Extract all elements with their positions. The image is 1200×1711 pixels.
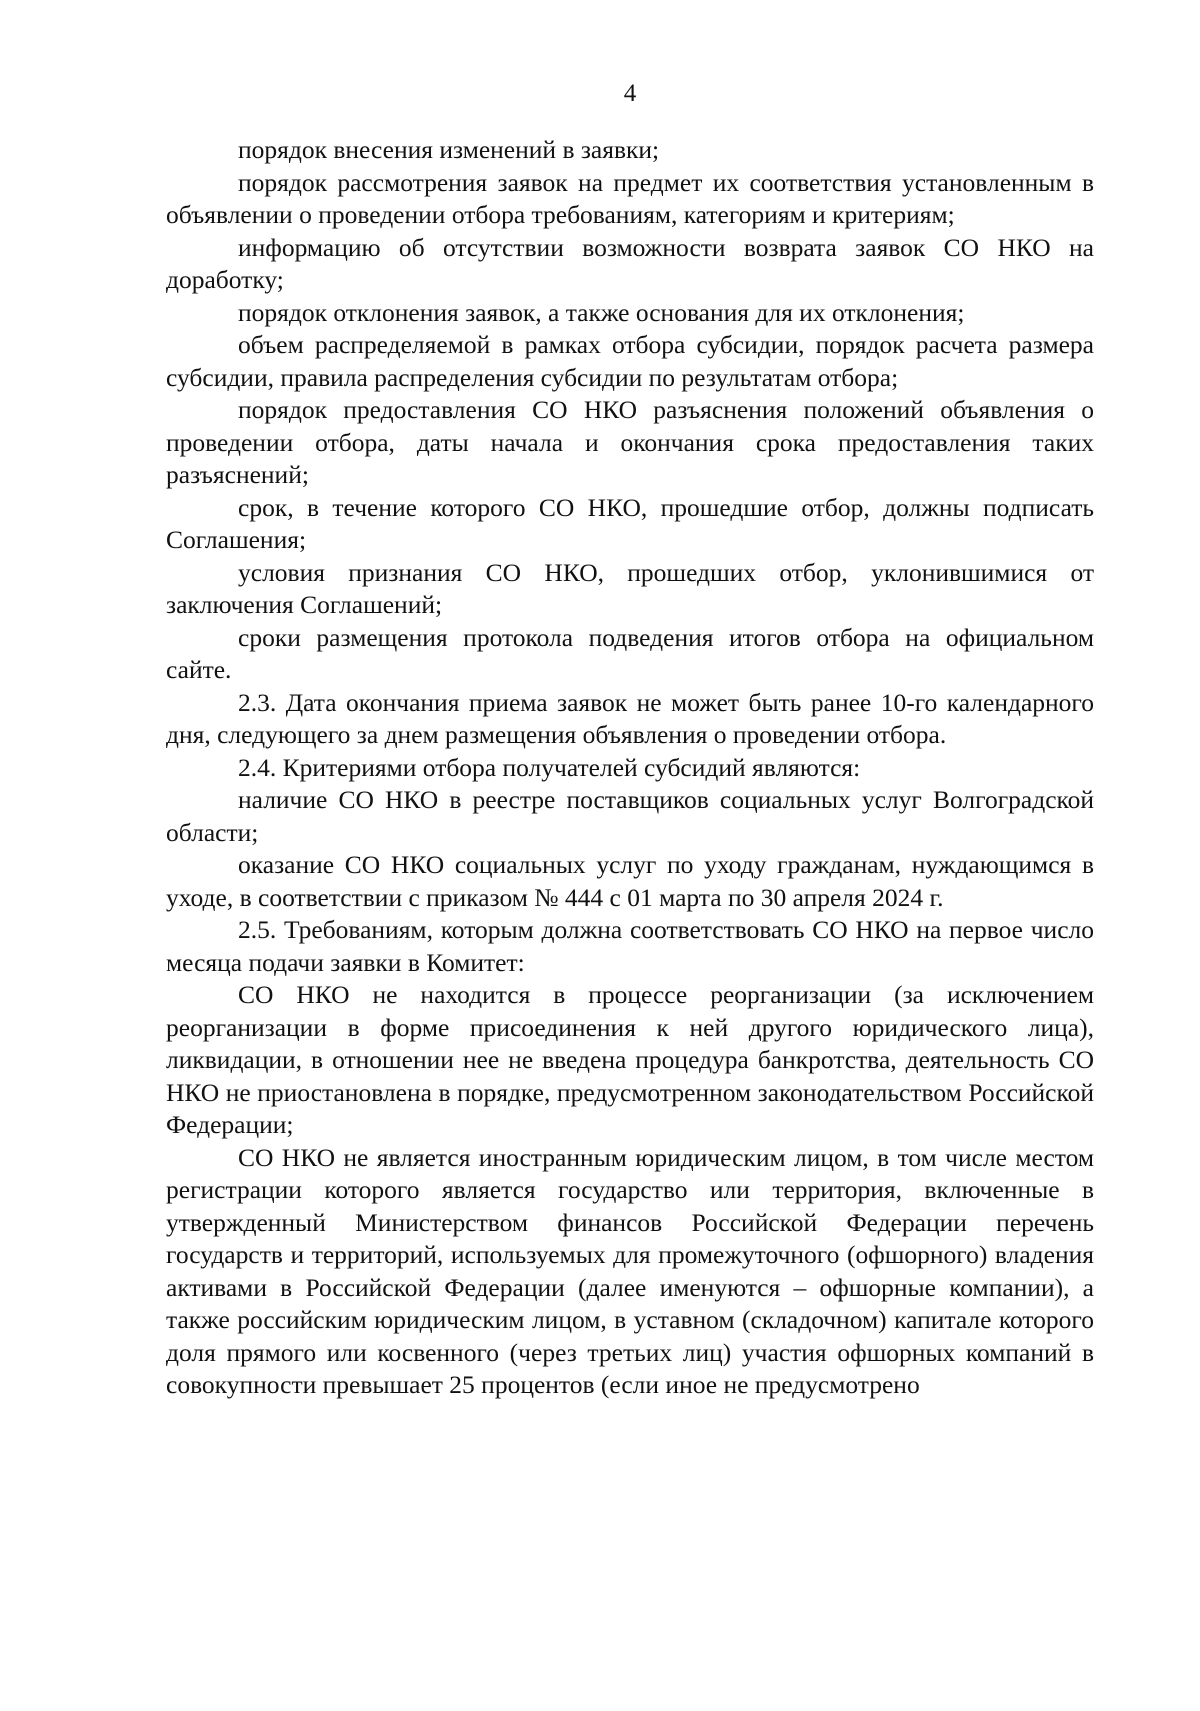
paragraph-12: наличие СО НКО в реестре поставщиков социальных услуг Волгоградской области; <box>166 785 1094 847</box>
paragraph-8: условия признания СО НКО, прошедших отбор, уклонившимися от заключения Соглашений; <box>166 557 1094 619</box>
paragraph-6: порядок предоставления СО НКО разъяснения положений объявления о проведении отбора, даты начала и окончания срока предоставления таких разъяснений; <box>166 395 1094 489</box>
paragraph-3: информацию об отсутствии возможности возврата заявок СО НКО на доработку; <box>166 232 1094 294</box>
paragraph-11: 2.4. Критериями отбора получателей субсидий являются: <box>238 752 861 782</box>
paragraph-1: порядок внесения изменений в заявки; <box>238 135 660 164</box>
paragraph-16: СО НКО не является иностранным юридическим лицом, в том числе местом регистрации которого является государство или территория, включенные в утвержденный Министерством финансов Российской Федерации перечень государств и территорий, используемых для промежуточного (офшорного) владения активами в Российской Федерации (далее именуются – офшорные компании), а также российским юридическим лицом, в уставном (складочном) капитале которого доля прямого или косвенного (через третьих лиц) участия офшорных компаний в совокупности превышает 25 процентов (если иное не предусмотрено <box>166 1142 1094 1399</box>
paragraph-10: 2.3. Дата окончания приема заявок не может быть ранее 10-го календарного дня, следующего за днем размещения объявления о проведении отбора. <box>166 687 1094 749</box>
paragraph-9: сроки размещения протокола подведения итогов отбора на официальном сайте. <box>166 622 1094 684</box>
document-body <box>166 134 1094 1402</box>
paragraph-4: порядок отклонения заявок, а также основания для их отклонения; <box>238 297 965 327</box>
paragraph-5: объем распределяемой в рамках отбора субсидии, порядок расчета размера субсидии, правила распределения субсидии по результатам отбора; <box>166 330 1094 392</box>
paragraph-13: оказание СО НКО социальных услуг по уходу гражданам, нуждающимся в уходе, в соответствии с приказом № 444 с 01 марта по 30 апреля 2024 г. <box>166 850 1094 912</box>
page-number: 4 <box>623 80 637 107</box>
paragraph-2: порядок рассмотрения заявок на предмет их соответствия установленным в объявлении о проведении отбора требованиям, категориям и критериям; <box>166 167 1094 229</box>
paragraph-14: 2.5. Требованиям, которым должна соответствовать СО НКО на первое число месяца подачи заявки в Комитет: <box>166 915 1094 977</box>
paragraph-15: СО НКО не находится в процессе реорганизации (за исключением реорганизации в форме присоединения к ней другого юридического лица), ликвидации, в отношении нее не введена процедура банкротства, деятельность СО НКО не приостановлена в порядке, предусмотренном законодательством Российской Федерации; <box>166 980 1094 1139</box>
paragraph-7: срок, в течение которого СО НКО, прошедшие отбор, должны подписать Соглашения; <box>166 492 1094 554</box>
